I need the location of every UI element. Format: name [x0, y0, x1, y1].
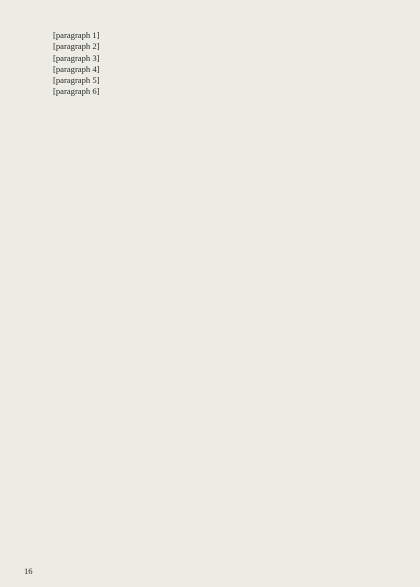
paragraph-2: [paragraph 2] — [53, 41, 100, 52]
paragraph-3: [paragraph 3] — [53, 52, 100, 63]
page-number: 16 — [24, 566, 33, 576]
paragraph-5: [paragraph 5] — [53, 75, 100, 86]
paragraph-4: [paragraph 4] — [53, 63, 100, 74]
paragraph-1: [paragraph 1] — [53, 30, 100, 40]
body-text — [38, 30, 389, 98]
paragraph-6: [paragraph 6] — [53, 86, 100, 97]
